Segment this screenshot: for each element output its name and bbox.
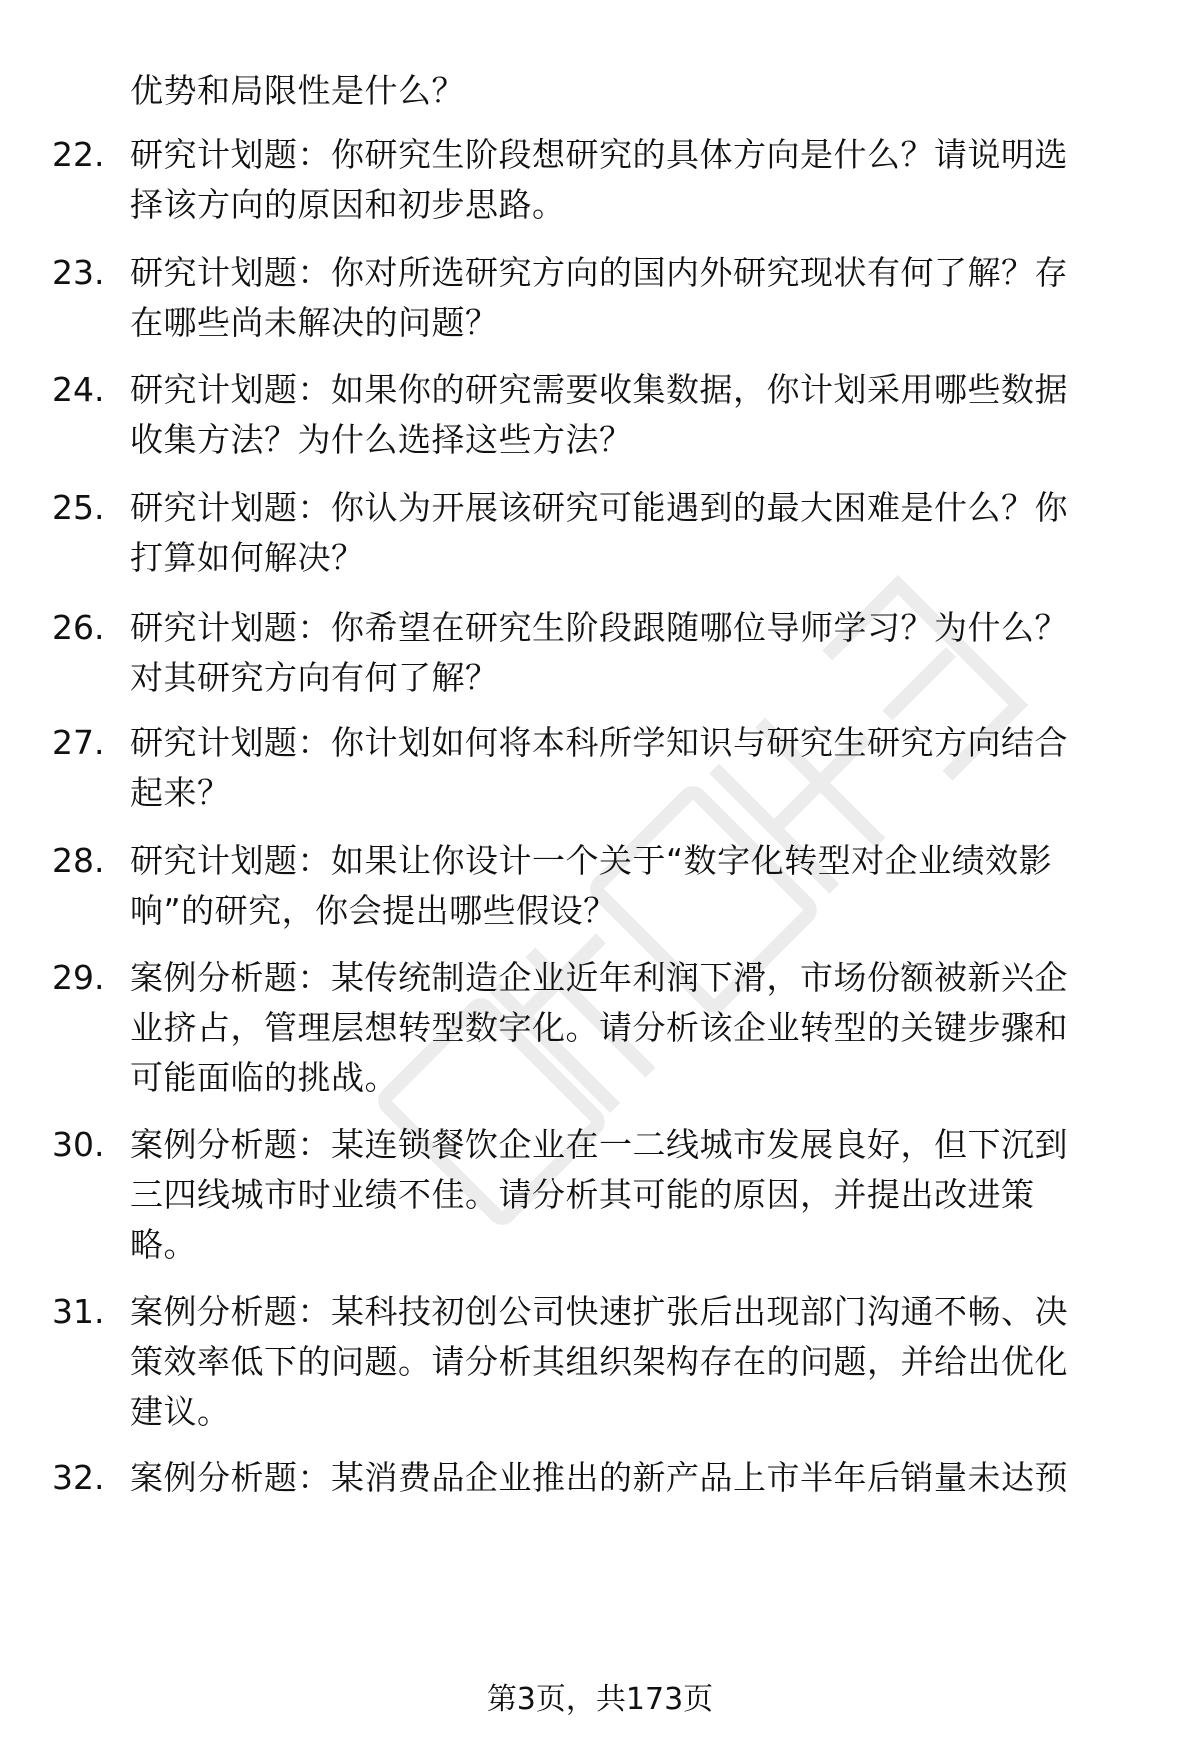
question-text-line: 研究计划题：你认为开展该研究可能遇到的最大困难是什么？你	[130, 488, 1068, 527]
question-number: 26.	[52, 608, 105, 647]
question-text-line: 打算如何解决？	[130, 538, 365, 577]
question-text	[130, 483, 1130, 583]
question-text-line: 可能面临的挑战。	[130, 1058, 398, 1097]
question-text-line: 业挤占，管理层想转型数字化。请分析该企业转型的关键步骤和	[130, 1008, 1068, 1047]
question-text-line: 对其研究方向有何了解？	[130, 658, 499, 697]
question-text-line: 响”的研究，你会提出哪些假设？	[130, 891, 617, 930]
question-text-line: 择该方向的原因和初步思路。	[130, 185, 566, 224]
question-text	[130, 130, 1130, 230]
question-text-line: 案例分析题：某连锁餐饮企业在一二线城市发展良好，但下沉到	[130, 1125, 1068, 1164]
question-text-line: 略。	[130, 1225, 197, 1264]
question-number: 31.	[52, 1292, 105, 1331]
question-number: 25.	[52, 488, 105, 527]
question-number: 22.	[52, 135, 105, 174]
question-number: 24.	[52, 370, 105, 409]
question-text	[130, 718, 1130, 818]
question-text-line: 在哪些尚未解决的问题？	[130, 303, 499, 342]
question-text	[130, 1453, 1130, 1503]
question-text-line: 起来？	[130, 773, 231, 812]
question-text-line: 案例分析题：某科技初创公司快速扩张后出现部门沟通不畅、决	[130, 1292, 1068, 1331]
question-text-line: 三四线城市时业绩不佳。请分析其可能的原因，并提出改进策	[130, 1175, 1035, 1214]
question-text-line: 案例分析题：某传统制造企业近年利润下滑，市场份额被新兴企	[130, 958, 1068, 997]
question-text	[130, 836, 1130, 936]
question-text	[130, 365, 1130, 465]
question-number: 28.	[52, 841, 105, 880]
question-number: 27.	[52, 723, 105, 762]
question-text-line: 建议。	[130, 1392, 231, 1431]
question-number: 32.	[52, 1458, 105, 1497]
question-text	[130, 248, 1130, 348]
question-text-line: 研究计划题：如果你的研究需要收集数据，你计划采用哪些数据	[130, 370, 1068, 409]
question-text-line: 策效率低下的问题。请分析其组织架构存在的问题，并给出优化	[130, 1342, 1068, 1381]
question-text-line: 案例分析题：某消费品企业推出的新产品上市半年后销量未达预	[130, 1458, 1068, 1497]
question-text-line: 研究计划题：你计划如何将本科所学知识与研究生研究方向结合	[130, 723, 1068, 762]
question-text-line: 收集方法？为什么选择这些方法？	[130, 420, 633, 459]
question-text	[130, 1120, 1130, 1270]
question-text	[130, 1287, 1130, 1437]
question-number: 23.	[52, 253, 105, 292]
question-text-line: 研究计划题：你希望在研究生阶段跟随哪位导师学习？为什么？	[130, 608, 1068, 647]
question-number: 30.	[52, 1125, 105, 1164]
question-number: 29.	[52, 958, 105, 997]
question-text-line: 研究计划题：如果让你设计一个关于“数字化转型对企业绩效影	[130, 841, 1053, 880]
question-text-line: 研究计划题：你研究生阶段想研究的具体方向是什么？请说明选	[130, 135, 1068, 174]
question-21-continuation: 优势和局限性是什么？	[130, 71, 465, 110]
question-text	[130, 603, 1130, 703]
question-text	[130, 953, 1130, 1103]
page-footer: 第3页，共173页	[486, 1682, 714, 1717]
question-text-line: 研究计划题：你对所选研究方向的国内外研究现状有何了解？存	[130, 253, 1068, 292]
